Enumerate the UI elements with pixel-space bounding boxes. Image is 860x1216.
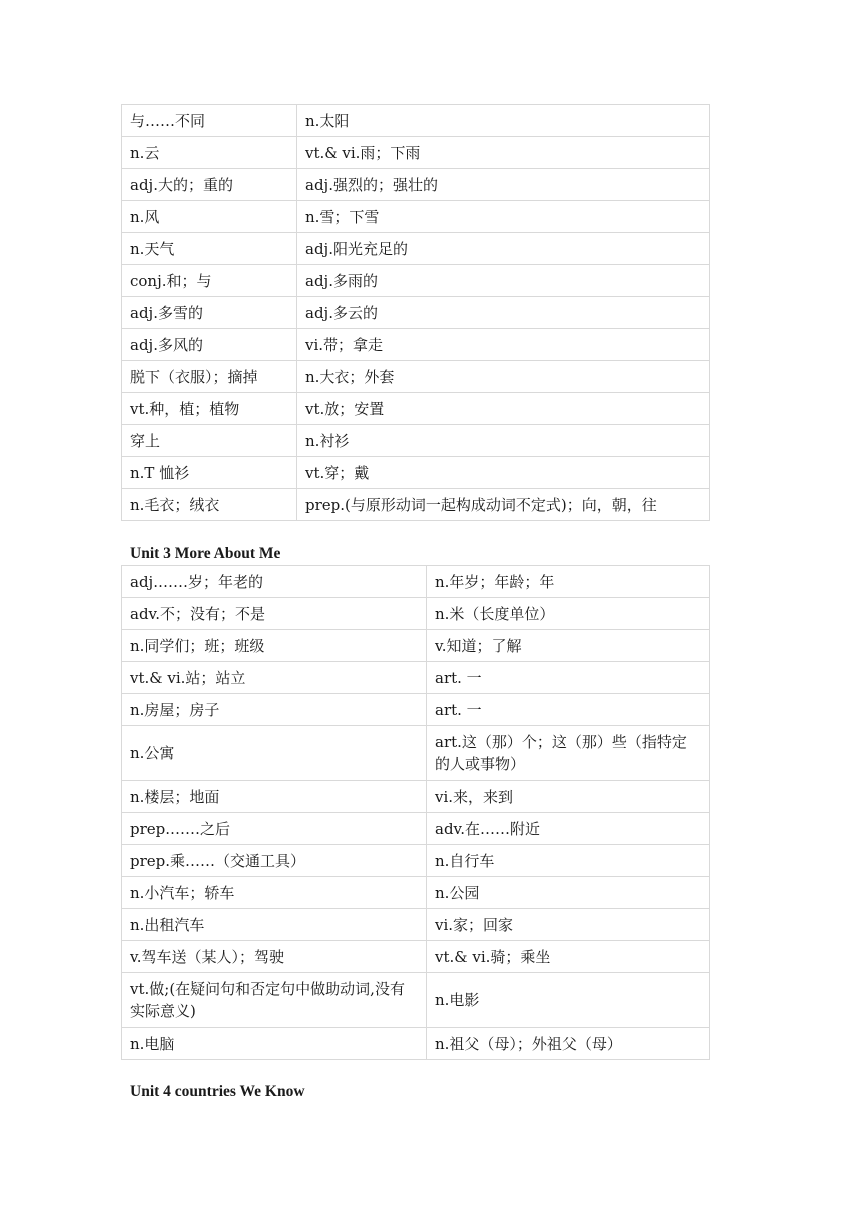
table-cell-meaning-left: n.天气 (122, 233, 297, 265)
table-cell-meaning-left: prep.……之后 (122, 813, 427, 845)
table-cell-meaning-right: adj.阳光充足的 (297, 233, 710, 265)
table-cell-meaning-right: n.祖父（母）；外祖父（母） (427, 1028, 710, 1060)
table-cell-meaning-right: adj.多雨的 (297, 265, 710, 297)
table-cell-meaning-left: n.毛衣；绒衣 (122, 489, 297, 521)
table-cell-meaning-right: n.年岁；年龄；年 (427, 566, 710, 598)
table-row (122, 813, 710, 845)
table-row (122, 201, 710, 233)
table-cell-meaning-right: art.这（那）个；这（那）些（指特定的人或事物） (427, 726, 710, 781)
table-row (122, 297, 710, 329)
table-cell-meaning-right: vi.家；回家 (427, 909, 710, 941)
table-cell-meaning-left: n.小汽车；轿车 (122, 877, 427, 909)
table-cell-meaning-left: 穿上 (122, 425, 297, 457)
table-cell-meaning-right: adv.在……附近 (427, 813, 710, 845)
table-cell-meaning-left: adj.多雪的 (122, 297, 297, 329)
table-cell-meaning-right: vt.& vi.骑；乘坐 (427, 941, 710, 973)
table-cell-meaning-left: vt.做;(在疑问句和否定句中做助动词,没有实际意义) (122, 973, 427, 1028)
table-cell-meaning-right: n.衬衫 (297, 425, 710, 457)
table-row (122, 662, 710, 694)
table-cell-meaning-left: adj.多风的 (122, 329, 297, 361)
table-cell-meaning-left: prep.乘……（交通工具） (122, 845, 427, 877)
table-cell-meaning-right: art. 一 (427, 694, 710, 726)
table-cell-meaning-right: prep.(与原形动词一起构成动词不定式)；向，朝，往 (297, 489, 710, 521)
table-cell-meaning-left: vt.& vi.站；站立 (122, 662, 427, 694)
vocab-table-body (122, 566, 710, 1060)
table-cell-meaning-left: n.风 (122, 201, 297, 233)
table-row (122, 598, 710, 630)
table-cell-meaning-right: n.公园 (427, 877, 710, 909)
table-cell-meaning-right: vi.带；拿走 (297, 329, 710, 361)
table-cell-meaning-right: n.雪；下雪 (297, 201, 710, 233)
table-cell-meaning-left: n.云 (122, 137, 297, 169)
table-row (122, 694, 710, 726)
table-cell-meaning-left: adv.不；没有；不是 (122, 598, 427, 630)
table-row (122, 909, 710, 941)
table-cell-meaning-left: n.公寓 (122, 726, 427, 781)
table-row (122, 566, 710, 598)
table-cell-meaning-right: n.太阳 (297, 105, 710, 137)
table-cell-meaning-right: n.自行车 (427, 845, 710, 877)
vocab-table-unit2 (121, 104, 710, 521)
table-cell-meaning-left: n.出租汽车 (122, 909, 427, 941)
vocab-table-unit3 (121, 565, 710, 1060)
table-cell-meaning-right: vt.& vi.雨；下雨 (297, 137, 710, 169)
table-cell-meaning-left: adj.大的；重的 (122, 169, 297, 201)
table-cell-meaning-right: n.米（长度单位） (427, 598, 710, 630)
table-row (122, 1028, 710, 1060)
table-cell-meaning-right: v.知道；了解 (427, 630, 710, 662)
vocab-table-body (122, 105, 710, 521)
table-row (122, 457, 710, 489)
table-row (122, 393, 710, 425)
table-row (122, 233, 710, 265)
table-cell-meaning-left: conj.和；与 (122, 265, 297, 297)
unit-3-heading: Unit 3 More About Me (130, 545, 281, 562)
table-row (122, 329, 710, 361)
table-row (122, 265, 710, 297)
table-row (122, 877, 710, 909)
table-cell-meaning-right: art. 一 (427, 662, 710, 694)
table-cell-meaning-left: adj.……岁；年老的 (122, 566, 427, 598)
table-row (122, 361, 710, 393)
table-cell-meaning-left: n.同学们；班；班级 (122, 630, 427, 662)
table-cell-meaning-left: vt.种，植；植物 (122, 393, 297, 425)
unit-4-heading: Unit 4 countries We Know (130, 1083, 305, 1100)
table-row (122, 973, 710, 1028)
table-cell-meaning-left: 与……不同 (122, 105, 297, 137)
table-row (122, 489, 710, 521)
table-row (122, 726, 710, 781)
table-cell-meaning-right: n.电影 (427, 973, 710, 1028)
table-cell-meaning-right: vt.穿；戴 (297, 457, 710, 489)
table-cell-meaning-left: n.T 恤衫 (122, 457, 297, 489)
table-cell-meaning-right: n.大衣；外套 (297, 361, 710, 393)
table-cell-meaning-right: vt.放；安置 (297, 393, 710, 425)
table-cell-meaning-right: adj.强烈的；强壮的 (297, 169, 710, 201)
table-cell-meaning-left: n.电脑 (122, 1028, 427, 1060)
table-row (122, 630, 710, 662)
table-cell-meaning-right: adj.多云的 (297, 297, 710, 329)
table-row (122, 941, 710, 973)
table-row (122, 137, 710, 169)
table-cell-meaning-left: n.房屋；房子 (122, 694, 427, 726)
table-row (122, 425, 710, 457)
table-row (122, 169, 710, 201)
table-row (122, 781, 710, 813)
table-row (122, 845, 710, 877)
table-cell-meaning-left: v.驾车送（某人）；驾驶 (122, 941, 427, 973)
table-cell-meaning-left: 脱下（衣服）；摘掉 (122, 361, 297, 393)
table-cell-meaning-right: vi.来，来到 (427, 781, 710, 813)
table-row (122, 105, 710, 137)
table-cell-meaning-left: n.楼层；地面 (122, 781, 427, 813)
